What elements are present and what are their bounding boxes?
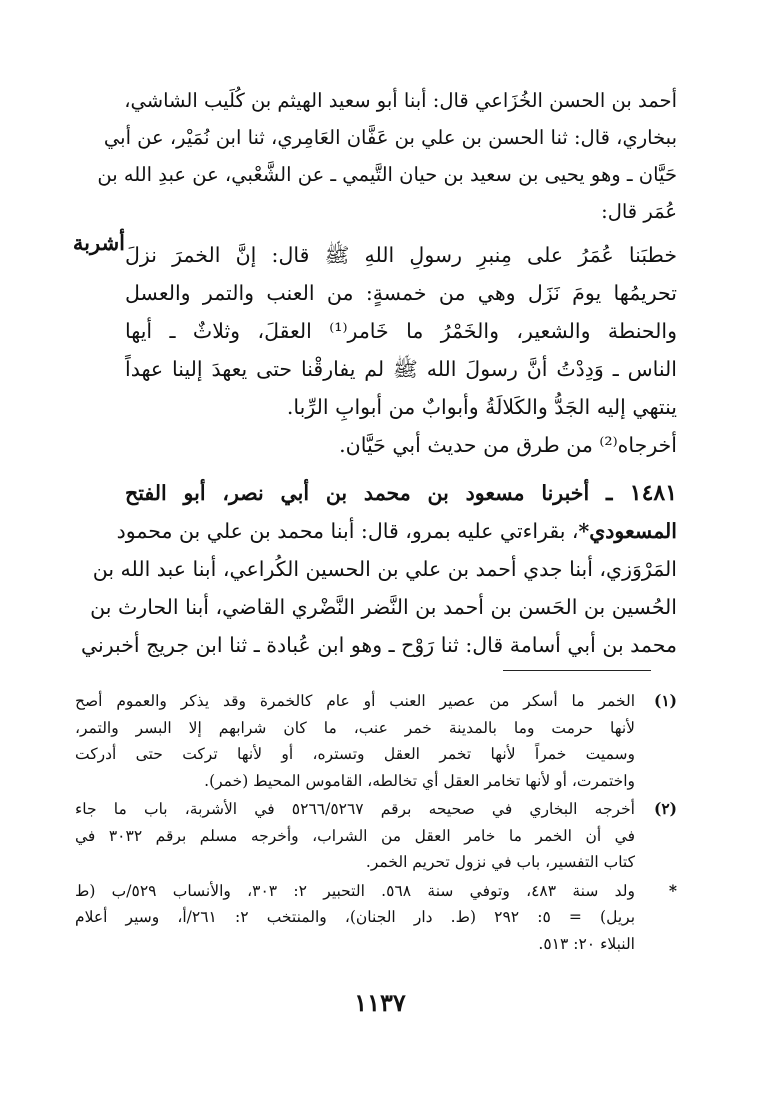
entry-heading <box>125 474 677 512</box>
text-line: المَرْوَزي، أبنا جدي أحمد بن علي بن الحسين الكُراعي، أبنا عبد الله بن <box>92 557 677 581</box>
footnote-marker: (٢) <box>653 799 677 818</box>
footnote-line: الخمر ما أسكر من عصير العنب أو عام كالخمرة وقد يذكر والعموم أصح <box>75 692 635 710</box>
text-line: الحُسين بن الحَسن بن أحمد بن النَّضر النَّضْري القاضي، أبنا الحارث بن <box>90 595 677 619</box>
footnote-2 <box>75 796 677 876</box>
footnote-line: بريل) = ٥: ٢٩٢ (ط. دار الجنان)، والمنتخب ٢: ٢٦١/أ، وسير أعلام <box>75 908 636 926</box>
footnote-divider <box>503 670 651 671</box>
takhrij-line: أخرجاه⁽²⁾ من طرق من حديث أبي حَيَّان. <box>339 433 677 457</box>
narrator-name: المسعودي* <box>578 519 677 543</box>
isnad-intro <box>97 82 677 230</box>
entry-heading-text: أخبرنا مسعود بن محمد بن أبي نصر، أبو الفتح <box>125 481 590 505</box>
text-line: ينتهي إليه الجَدُّ والكَلالَةُ وأبوابٌ من أبوابِ الرِّبا. <box>286 395 677 419</box>
footnote-line: النبلاء ٢٠: ٥١٣. <box>538 934 635 953</box>
footnote-line: كتاب التفسير، باب في نزول تحريم الخمر. <box>365 853 635 871</box>
footnotes <box>75 688 677 959</box>
entry-number: ١٤٨١ ـ <box>605 480 678 506</box>
footnote-line: واختمرت، أو لأنها تخامر العقل أي تخالطه، القاموس المحيط (خمر). <box>204 771 635 790</box>
text-line: عُمَر قال: <box>601 200 677 223</box>
footnote-marker: (١) <box>653 691 677 710</box>
footnote-line: لأنها حرمت وما بالمدينة خمر عنب، ما كان شرابهم إلا البسر والتمر، <box>75 718 635 737</box>
margin-heading: أشربة <box>72 230 125 255</box>
text-line: تحريمُها يومَ نَزَل وهي من خمسةٍ: من العنب والتمر والعسل <box>125 281 677 305</box>
text-line: خطبَنا عُمَرُ على مِنبرِ رسولِ اللهِ ﷺ قال: إنَّ الخمرَ نزلَ <box>125 243 677 267</box>
text-line: أحمد بن الحسن الخُزَاعي قال: أبنا أبو سعيد الهيثم بن كُلَيب الشاشي، <box>124 89 677 112</box>
entry-heading-rest: ، بقراءتي عليه بمرو، قال: أبنا محمد بن علي بن محمود <box>116 519 579 543</box>
text-line: حَيَّان ـ وهو يحيى بن سعيد بن حيان التَّيمي ـ عن الشَّعْبي، عن عبدِ الله بن <box>97 163 677 186</box>
footnote-line: وسميت خمراً لأنها تخمر العقل وتستره، أو لأنها تركت حتى أدركت <box>75 745 635 763</box>
text-line: ببخاري، قال: ثنا الحسن بن علي بن عَفَّان العَامِري، ثنا ابن نُمَيْر، عن أبي <box>103 126 677 149</box>
entry-1481 <box>80 474 678 664</box>
text-line: محمد بن أبي أسامة قال: ثنا رَوْح ـ وهو ابن عُبادة ـ ثنا ابن جريج أخبرني <box>80 633 677 657</box>
footnote-star <box>75 878 677 958</box>
text-line: والحنطة والشعير، والخَمْرُ ما خَامر⁽¹⁾ العقلَ، وثلاثٌ ـ أيها <box>125 319 677 343</box>
footnote-line: أخرجه البخاري في صحيحه برقم ٥٢٦٦/٥٢٦٧ في الأشربة، باب ما جاء <box>75 800 635 818</box>
footnote-line: ولد سنة ٤٨٣، وتوفي سنة ٥٦٨. التحبير ٢: ٣٠٣، والأنساب ٥٢٩/ب (ط <box>75 881 635 900</box>
hadith-text <box>125 236 677 464</box>
footnote-1 <box>75 688 677 794</box>
page-number: ١١٣٧ <box>354 988 406 1017</box>
text-line: الناس ـ وَدِدْتُ أنَّ رسولَ الله ﷺ لم يفارقْنا حتى يعهدَ إلينا عهداً <box>125 357 677 381</box>
footnote-marker: * <box>668 880 677 900</box>
entry-heading-continued <box>116 512 677 550</box>
footnote-line: في أن الخمر ما خامر العقل من الشراب، وأخرجه مسلم برقم ٣٠٣٢ في <box>75 826 635 845</box>
